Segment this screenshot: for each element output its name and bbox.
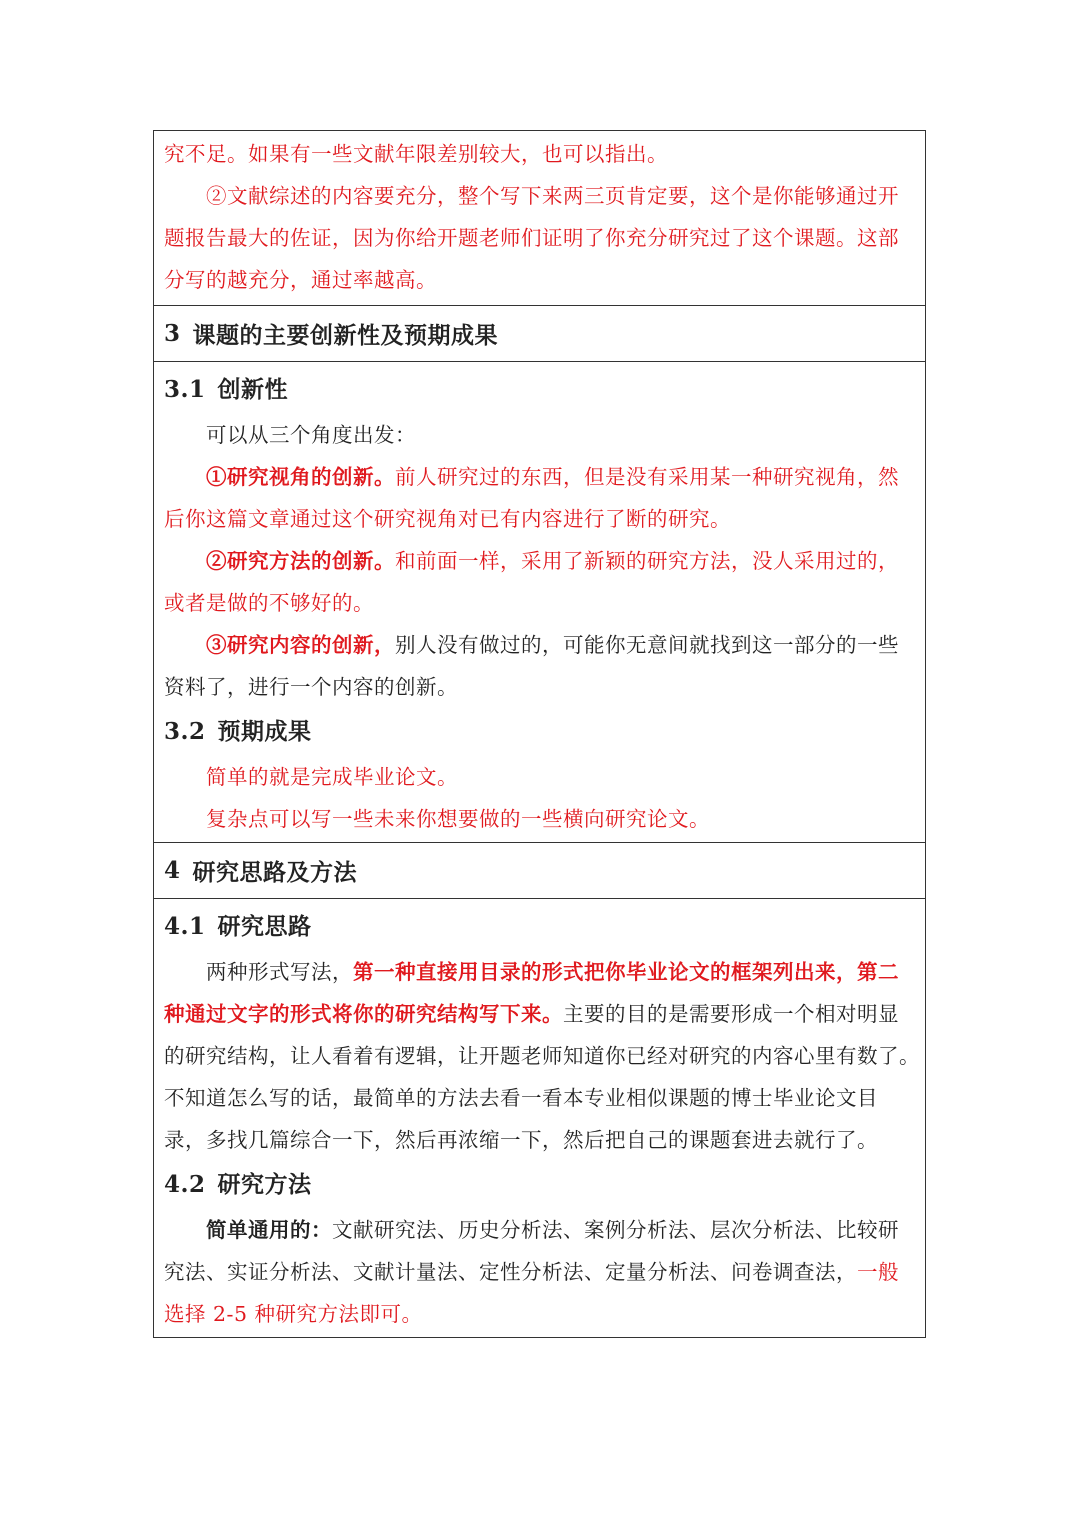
item-lead: ①研究视角的创新。 [206, 465, 395, 489]
review-text-line: 分写的越充分，通过率越高。 [164, 268, 437, 292]
innovation-item-line: 资料了，进行一个内容的创新。 [164, 675, 458, 699]
methods-lead: 简单通用的： [206, 1218, 332, 1242]
item-text: 和前面一样，采用了新颖的研究方法，没人采用过的， [395, 549, 899, 573]
subsection-number: 4.1 [164, 913, 206, 940]
approach-line: 录，多找几篇综合一下，然后再浓缩一下，然后把自己的课题套进去就行了。 [164, 1128, 878, 1152]
review-text-line: 题报告最大的佐证，因为你给开题老师们证明了你充分研究过了这个课题。这部 [164, 226, 899, 250]
subsection-number: 4.2 [164, 1171, 206, 1198]
section-title: 研究思路及方法 [192, 859, 358, 886]
section-3-body [154, 361, 925, 842]
innovation-intro: 可以从三个角度出发： [206, 423, 416, 447]
subsection-number: 3.2 [164, 718, 206, 745]
section-4-body [154, 898, 925, 1337]
section-number: 4 [164, 857, 181, 884]
subsection-number: 3.1 [164, 376, 206, 403]
innovation-item [164, 624, 915, 666]
section-number: 3 [164, 320, 181, 347]
subsection-title: 研究方法 [217, 1171, 312, 1198]
section-title: 课题的主要创新性及预期成果 [192, 322, 499, 349]
subsection-4-1-heading [164, 903, 915, 951]
subsection-3-1-heading [164, 366, 915, 414]
approach-line [164, 993, 915, 1035]
outcome-line: 简单的就是完成毕业论文。 [206, 765, 458, 789]
section-4-heading [154, 842, 925, 898]
approach-line: 的研究结构，让人看着有逻辑，让开题老师知道你已经对研究的内容心里有数了。 [164, 1044, 920, 1068]
item-text: 别人没有做过的，可能你无意间就找到这一部分的一些 [395, 633, 899, 657]
subsection-3-2-heading [164, 708, 915, 756]
methods-line: 选择 2-5 种研究方法即可。 [164, 1302, 423, 1326]
subsection-4-2-heading [164, 1161, 915, 1209]
methods-highlight: 一般 [857, 1260, 899, 1284]
methods-line [164, 1209, 915, 1251]
subsection-title: 创新性 [217, 376, 289, 403]
review-text-line: ②文献综述的内容要充分，整个写下来两三页肯定要，这个是你能够通过开 [206, 184, 899, 208]
approach-highlight: 第一种直接用目录的形式把你毕业论文的框架列出来，第二 [353, 960, 899, 984]
review-text-line: 究不足。如果有一些文献年限差别较大，也可以指出。 [164, 142, 668, 166]
section-3-heading [154, 305, 925, 361]
approach-highlight: 种通过文字的形式将你的研究结构写下来。 [164, 1002, 563, 1026]
subsection-title: 研究思路 [217, 913, 312, 940]
innovation-item [164, 540, 915, 582]
methods-line [164, 1251, 915, 1293]
approach-text: 主要的目的是需要形成一个相对明显 [563, 1002, 899, 1026]
subsection-title: 预期成果 [217, 718, 312, 745]
item-lead: ③研究内容的创新， [206, 633, 395, 657]
outcome-line: 复杂点可以写一些未来你想要做的一些横向研究论文。 [206, 807, 710, 831]
methods-text: 究法、实证分析法、文献计量法、定性分析法、定量分析法、问卷调查法， [164, 1260, 857, 1284]
approach-line: 不知道怎么写的话，最简单的方法去看一看本专业相似课题的博士毕业论文目 [164, 1086, 878, 1110]
item-lead: ②研究方法的创新。 [206, 549, 395, 573]
innovation-item-line: 后你这篇文章通过这个研究视角对已有内容进行了断的研究。 [164, 507, 731, 531]
approach-line [164, 951, 915, 993]
literature-review-tail-cell [154, 131, 925, 305]
item-text: 前人研究过的东西，但是没有采用某一种研究视角，然 [395, 465, 899, 489]
approach-text: 两种形式写法， [206, 960, 353, 984]
innovation-item-line: 或者是做的不够好的。 [164, 591, 374, 615]
innovation-item [164, 456, 915, 498]
methods-text: 文献研究法、历史分析法、案例分析法、层次分析法、比较研 [332, 1218, 899, 1242]
proposal-table [153, 130, 926, 1338]
